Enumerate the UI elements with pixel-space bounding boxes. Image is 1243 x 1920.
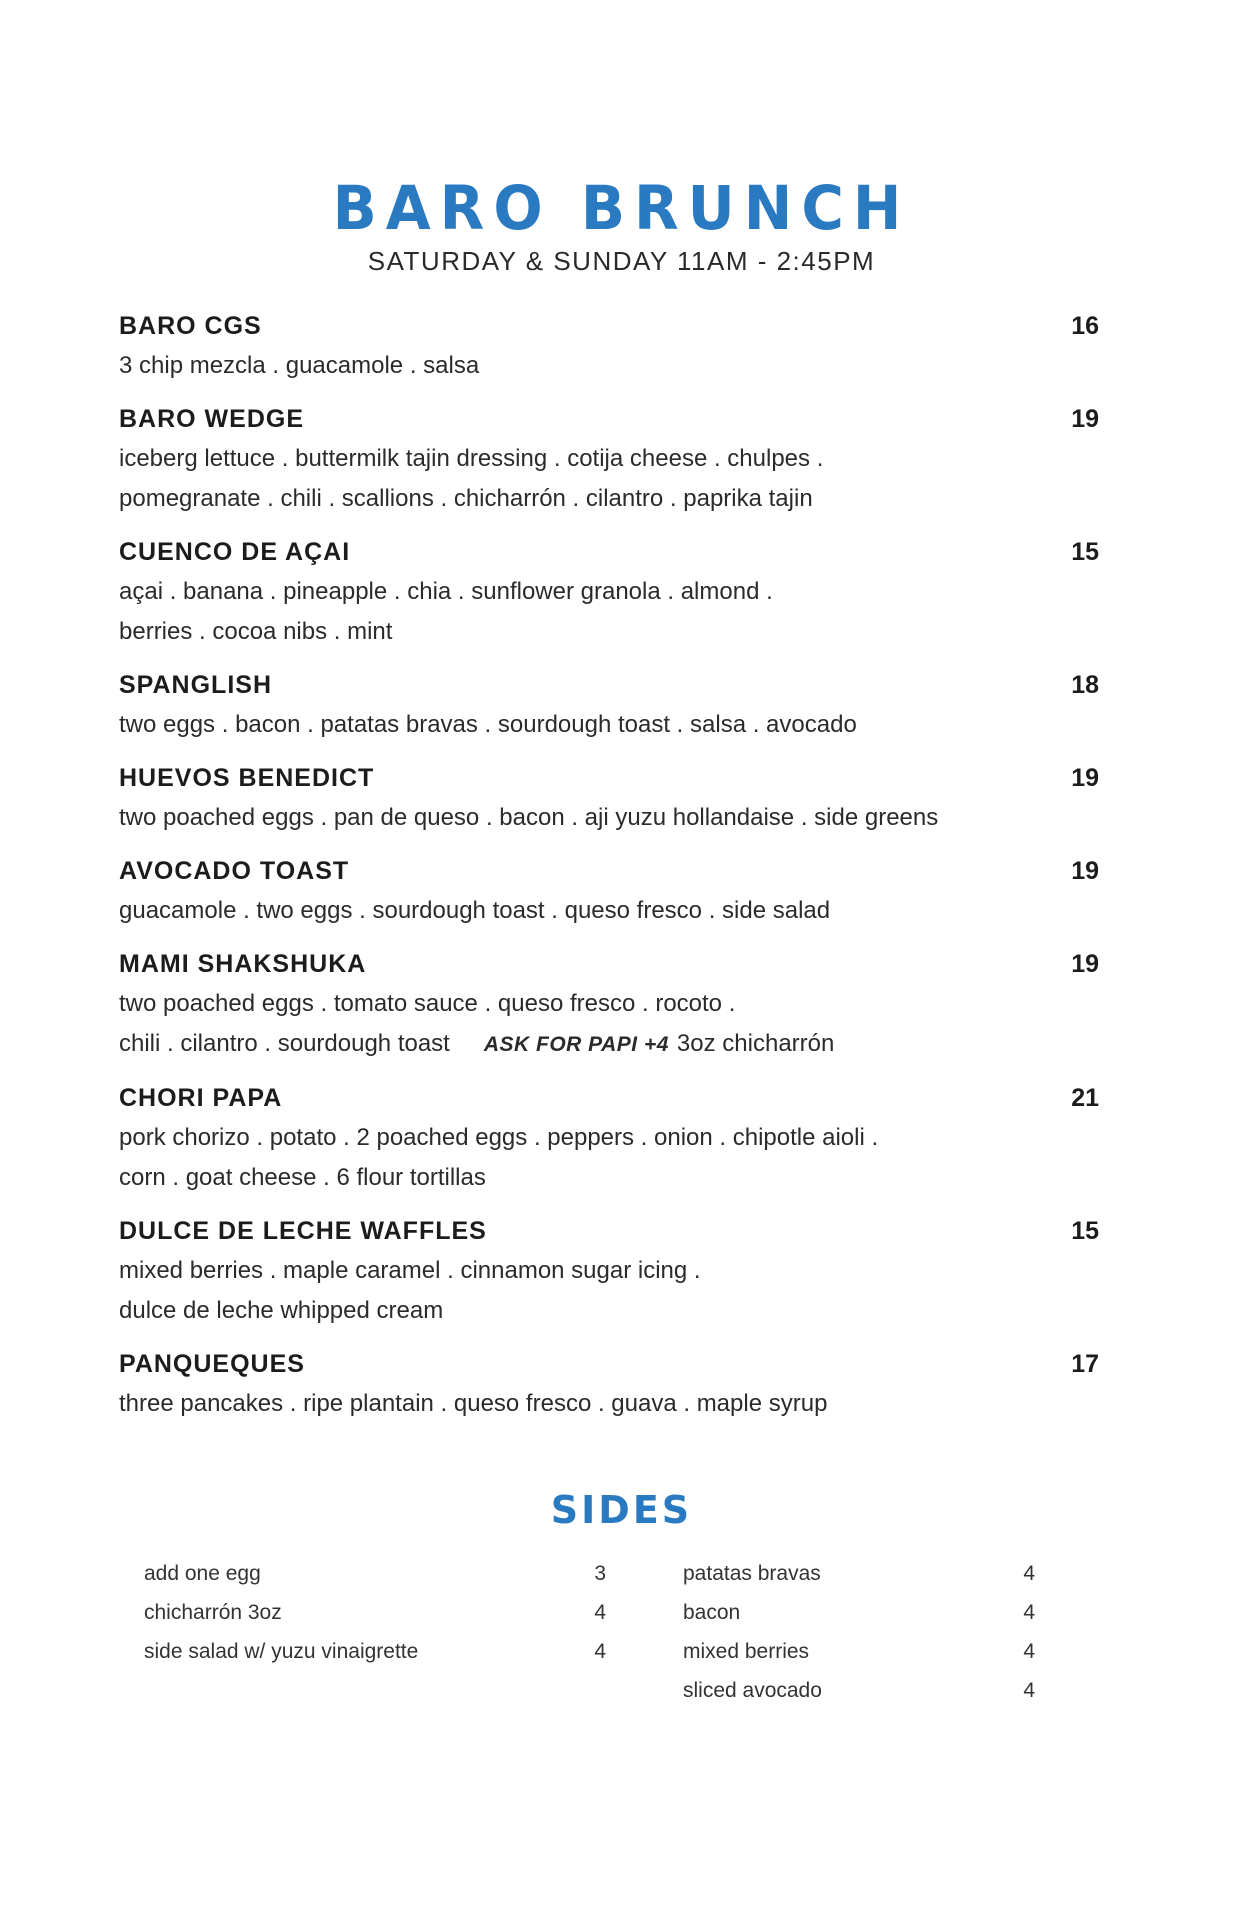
description-line <box>119 1251 1099 1291</box>
menu-item <box>119 312 1099 386</box>
menu-item-description <box>119 1384 1099 1424</box>
menu-item-name: HUEVOS BENEDICT <box>119 764 375 792</box>
menu-item-header <box>119 1350 1099 1384</box>
side-item-name: bacon <box>683 1601 741 1624</box>
menu-item <box>119 671 1099 745</box>
description-text: pomegranate . chili . scallions . chicharrón . cilantro . paprika tajin <box>119 485 813 512</box>
description-text: açai . banana . pineapple . chia . sunflower granola . almond . <box>119 578 773 605</box>
menu-title: BARO BRUNCH <box>332 172 911 244</box>
menu-item-price: 15 <box>1071 538 1099 566</box>
menu-item-price: 17 <box>1071 1350 1099 1378</box>
description-line <box>119 891 1099 931</box>
description-text: berries . cocoa nibs . mint <box>119 618 393 645</box>
menu-item-description <box>119 439 1099 519</box>
description-text: corn . goat cheese . 6 flour tortillas <box>119 1164 486 1191</box>
menu-item-name: BARO CGS <box>119 312 262 340</box>
menu-item-name: AVOCADO TOAST <box>119 857 350 885</box>
side-item-name: side salad w/ yuzu vinaigrette <box>144 1640 419 1663</box>
menu-item-name: PANQUEQUES <box>119 1350 305 1378</box>
description-line <box>119 1158 1099 1198</box>
description-text: two poached eggs . pan de queso . bacon . aji yuzu hollandaise . side greens <box>119 804 939 831</box>
side-item <box>683 1562 1035 1601</box>
side-item-price: 4 <box>1023 1601 1035 1624</box>
description-line <box>119 572 1099 612</box>
menu-item-price: 19 <box>1071 405 1099 433</box>
menu-item <box>119 950 1099 1065</box>
menu-item-price: 18 <box>1071 671 1099 699</box>
side-item-name: patatas bravas <box>683 1562 821 1585</box>
sides-column-right <box>683 1562 1044 1718</box>
menu-item-description <box>119 984 1099 1065</box>
side-item-name: mixed berries <box>683 1640 810 1663</box>
menu-item-header <box>119 312 1099 346</box>
menu-item-header <box>119 950 1099 984</box>
description-text: two eggs . bacon . patatas bravas . sourdough toast . salsa . avocado <box>119 711 857 738</box>
description-line <box>119 479 1099 519</box>
menu-item-name: DULCE DE LECHE WAFFLES <box>119 1217 487 1245</box>
menu-item-price: 21 <box>1071 1084 1099 1112</box>
menu-item-price: 19 <box>1071 950 1099 978</box>
menu-item <box>119 1084 1099 1198</box>
menu-item-price: 16 <box>1071 312 1099 340</box>
side-item <box>683 1601 1035 1640</box>
menu-item-header <box>119 764 1099 798</box>
menu-item-header <box>119 538 1099 572</box>
menu-item-description <box>119 572 1099 652</box>
menu-item-name: BARO WEDGE <box>119 405 304 433</box>
side-item <box>683 1640 1035 1679</box>
description-line <box>119 1291 1099 1331</box>
sides-list <box>144 1562 1044 1718</box>
menu-item-price: 15 <box>1071 1217 1099 1245</box>
description-text: iceberg lettuce . buttermilk tajin dressing . cotija cheese . chulpes . <box>119 445 824 472</box>
side-item-price: 3 <box>594 1562 606 1585</box>
description-text: dulce de leche whipped cream <box>119 1297 444 1324</box>
description-line <box>119 984 1099 1024</box>
description-text: guacamole . two eggs . sourdough toast . queso fresco . side salad <box>119 897 831 924</box>
menu-items-list <box>119 312 1099 1443</box>
menu-item-header <box>119 1217 1099 1251</box>
menu-item-description <box>119 346 1099 386</box>
side-item <box>144 1640 606 1679</box>
side-item-price: 4 <box>1023 1640 1035 1663</box>
menu-item <box>119 538 1099 652</box>
menu-item-header <box>119 671 1099 705</box>
menu-item-name: CUENCO DE AÇAI <box>119 538 351 566</box>
menu-item-name: CHORI PAPA <box>119 1084 283 1112</box>
side-item-price: 4 <box>1023 1679 1035 1702</box>
description-line <box>119 439 1099 479</box>
description-text: two poached eggs . tomato sauce . queso fresco . rocoto . <box>119 990 736 1017</box>
description-line <box>119 1384 1099 1424</box>
menu-item-header <box>119 405 1099 439</box>
description-text: 3 chip mezcla . guacamole . salsa <box>119 352 480 379</box>
menu-item-price: 19 <box>1071 764 1099 792</box>
description-line <box>119 1024 1099 1065</box>
menu-item-header <box>119 1084 1099 1118</box>
menu-item <box>119 405 1099 519</box>
side-item <box>144 1601 606 1640</box>
description-text: three pancakes . ripe plantain . queso fresco . guava . maple syrup <box>119 1390 828 1417</box>
side-item-name: sliced avocado <box>683 1679 822 1702</box>
side-item <box>144 1562 606 1601</box>
menu-item-description <box>119 1251 1099 1331</box>
menu-item <box>119 764 1099 838</box>
description-text: mixed berries . maple caramel . cinnamon sugar icing . <box>119 1257 701 1284</box>
description-text: chili . cilantro . sourdough toast <box>119 1030 450 1057</box>
menu-hours: SATURDAY & SUNDAY 11AM - 2:45PM <box>367 246 876 276</box>
description-line <box>119 798 1099 838</box>
side-item-price: 4 <box>1023 1562 1035 1585</box>
side-item-price: 4 <box>594 1601 606 1624</box>
menu-item-description <box>119 705 1099 745</box>
side-item <box>683 1679 1035 1718</box>
addon-label: ASK FOR PAPI +4 <box>483 1033 669 1056</box>
description-line <box>119 705 1099 745</box>
side-item-name: add one egg <box>144 1562 261 1585</box>
menu-item <box>119 857 1099 931</box>
sides-title: SIDES <box>550 1488 693 1532</box>
menu-item <box>119 1217 1099 1331</box>
menu-item <box>119 1350 1099 1424</box>
menu-item-price: 19 <box>1071 857 1099 885</box>
menu-header <box>0 172 1243 276</box>
description-line <box>119 346 1099 386</box>
description-line <box>119 1118 1099 1158</box>
sides-column-left <box>144 1562 604 1718</box>
menu-item-name: SPANGLISH <box>119 671 272 699</box>
side-item-name: chicharrón 3oz <box>144 1601 282 1624</box>
description-text: pork chorizo . potato . 2 poached eggs . peppers . onion . chipotle aioli . <box>119 1124 879 1151</box>
side-item-price: 4 <box>594 1640 606 1663</box>
menu-item-description <box>119 1118 1099 1198</box>
menu-item-name: MAMI SHAKSHUKA <box>119 950 367 978</box>
menu-item-description <box>119 891 1099 931</box>
menu-item-header <box>119 857 1099 891</box>
description-line <box>119 612 1099 652</box>
addon-detail: 3oz chicharrón <box>676 1030 835 1057</box>
menu-item-description <box>119 798 1099 838</box>
